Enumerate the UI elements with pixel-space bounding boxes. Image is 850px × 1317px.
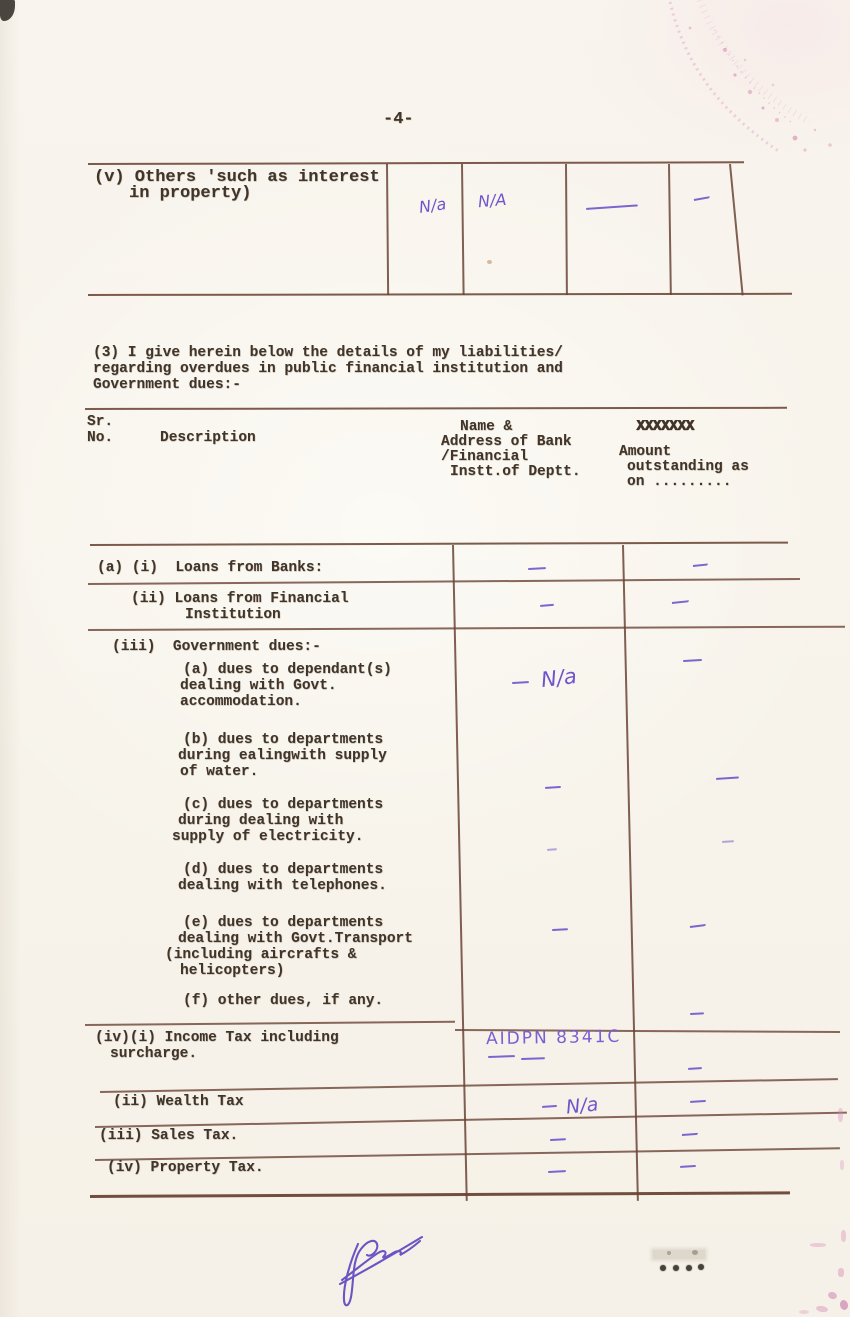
row-wealth-tax: (ii) Wealth Tax [113,1094,244,1110]
ink-dot [673,1265,679,1271]
stamp-speck [827,1291,838,1301]
handwritten-dash [672,600,689,604]
handwritten-pan-number: AIDPN 8341C [485,1026,622,1050]
stamp-speck [810,1243,826,1247]
header-bank-line1: Name & [460,419,513,435]
handwritten-dash [682,1133,698,1137]
row-sales-tax: (iii) Sales Tax. [99,1128,239,1144]
row-divider [100,1078,838,1092]
stamp-speck [838,1268,844,1277]
table-col-divider-1 [452,545,467,1201]
row-dues-e-line3: (including aircrafts & [165,947,357,963]
row-dues-d-line2: dealing with telephones. [178,878,387,894]
row-dues-b-line1: (b) dues to departments [183,732,384,748]
handwritten-na-cell2: N/A [477,189,508,212]
stamp-speck [839,1299,849,1311]
handwritten-dash [586,204,638,210]
top-table-bottom-border [88,293,792,296]
handwritten-dash [548,1170,566,1173]
row-government-dues: (iii) Government dues:- [112,639,321,655]
scan-speck [692,1250,698,1255]
handwritten-dash [688,1067,702,1070]
row-dues-e-line4: helicopters) [180,963,285,979]
header-amount-line2: outstanding as [627,459,749,475]
handwritten-na-cell1: N/a [417,194,448,217]
row-dues-c-line1: (c) dues to departments [183,797,384,813]
page-number: -4- [383,110,414,129]
header-bank-line4: Instt.of Deptt. [450,464,581,480]
handwritten-na-gov: N/a [539,663,578,693]
scan-corner-smudge [0,0,15,21]
row-dues-e-line1: (e) dues to departments [183,915,384,931]
handwritten-dash [540,604,554,608]
section3-line1: (3) I give herein below the details of my liabilities/ [93,345,563,361]
row-dues-a-line3: accommodation. [180,694,302,710]
handwritten-dash [690,1100,706,1104]
handwritten-dash [512,681,529,684]
row-income-tax-line1: (iv)(i) Income Tax including [95,1030,339,1046]
row-divider [88,626,845,631]
scan-speck [487,260,492,264]
handwritten-dash [552,928,568,931]
top-table-divider-5 [729,164,743,296]
top-table-divider-2 [461,164,464,295]
header-amount-line3: on ......... [627,474,732,490]
top-row-label-line1: (v) Others 'such as interest [94,168,380,187]
stamp-speck [838,1108,843,1122]
header-no: No. [87,430,114,446]
section3-line2: regarding overdues in public financial institution and [93,361,563,377]
handwritten-dash [693,563,708,567]
stamp-speck [816,1305,829,1313]
stamp-impression [655,0,850,175]
top-table-top-border [88,161,744,165]
header-amount-line1: Amount [619,444,672,460]
handwritten-dash [722,840,734,843]
top-row-label-line2: in property) [129,184,252,203]
header-bank-line3: /Financial [441,449,529,465]
handwritten-dash [716,776,739,780]
row-dues-c-line3: supply of electricity. [172,829,364,845]
top-table-divider-4 [668,164,672,295]
handwritten-dash [680,1165,696,1169]
header-top-border [85,407,787,410]
handwritten-dash [694,196,710,201]
row-loans-financial-line1: (ii) Loans from Financial [131,591,349,607]
signature [328,1224,428,1314]
ink-dot [660,1265,666,1271]
handwritten-underline [488,1055,515,1058]
header-crossed-out-text: XXXXXXX [636,419,694,435]
row-dues-e-line2: dealing with Govt.Transport [178,931,413,947]
handwritten-dash [547,848,557,851]
handwritten-dash [542,1105,557,1108]
row-loans-banks: (a) (i) Loans from Banks: [97,560,324,576]
top-table-divider-3 [565,164,568,295]
row-divider [95,1147,840,1160]
row-dues-b-line3: of water. [180,764,259,780]
handwritten-dash [690,1012,704,1015]
scan-speck [667,1251,671,1255]
stamp-speck [841,1230,846,1242]
table-top-border [90,542,788,546]
ink-dot [698,1264,704,1270]
row-divider [95,1112,847,1128]
handwritten-dash [550,1138,566,1141]
row-property-tax: (iv) Property Tax. [107,1160,264,1176]
row-dues-c-line2: during dealing with [178,813,344,829]
handwritten-dash [683,659,702,662]
handwritten-dash [545,786,561,790]
handwritten-dash [528,567,546,570]
table-col-divider-2 [622,545,639,1201]
table-bottom-border [90,1191,790,1198]
stamp-speck [799,1310,809,1314]
row-dues-f: (f) other dues, if any. [183,993,384,1009]
handwritten-na-wealth: N/a [564,1093,600,1119]
row-dues-a-line1: (a) dues to dependant(s) [183,662,392,678]
handwritten-underline [521,1057,545,1060]
stamp-speck [840,1160,844,1170]
header-bank-line2: Address of Bank [441,434,572,450]
handwritten-dash [690,924,706,928]
row-dues-d-line1: (d) dues to departments [183,862,384,878]
row-income-tax-line2: surcharge. [110,1046,198,1062]
ink-dot [686,1265,692,1271]
row-dues-a-line2: dealing with Govt. [180,678,337,694]
header-description: Description [160,430,256,446]
section3-line3: Government dues:- [93,377,241,393]
row-divider [88,578,800,584]
top-table-divider-1 [386,164,389,295]
row-divider [85,1021,455,1026]
row-loans-financial-line2: Institution [185,607,281,623]
row-dues-b-line2: during ealingwith supply [178,748,387,764]
header-sr: Sr. [87,414,114,430]
